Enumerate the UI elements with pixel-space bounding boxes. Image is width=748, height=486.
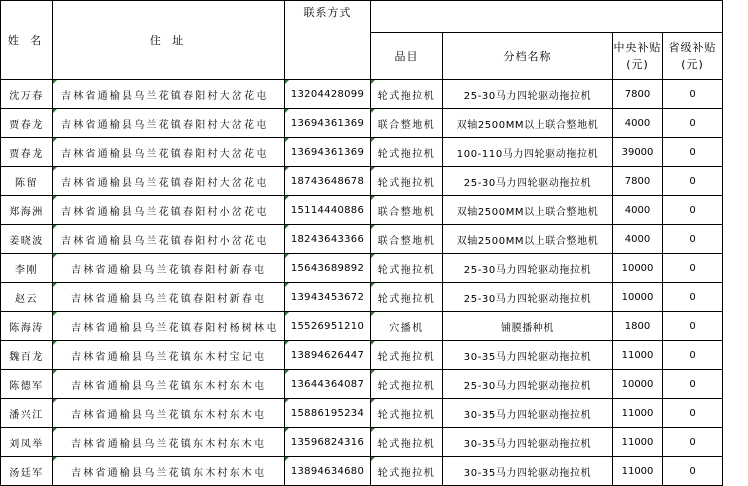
cell-address[interactable]: 吉林省通榆县乌兰花镇春阳村新春屯 — [53, 283, 285, 312]
cell-central-subsidy[interactable]: 39000 — [613, 138, 663, 167]
cell-model[interactable]: 25-30马力四轮驱动拖拉机 — [443, 283, 613, 312]
cell-model[interactable]: 100-110马力四轮驱动拖拉机 — [443, 138, 613, 167]
cell-phone[interactable]: 13644364087 — [285, 370, 371, 399]
table-row[interactable] — [1, 428, 723, 457]
cell-category[interactable]: 轮式拖拉机 — [371, 370, 443, 399]
cell-category[interactable]: 轮式拖拉机 — [371, 254, 443, 283]
table-row[interactable] — [1, 138, 723, 167]
cell-name[interactable]: 赵云 — [1, 283, 53, 312]
cell-name[interactable]: 李刚 — [1, 254, 53, 283]
cell-provincial-subsidy[interactable]: 0 — [663, 428, 723, 457]
header-name[interactable]: 姓 名 — [1, 1, 53, 80]
cell-provincial-subsidy[interactable]: 0 — [663, 80, 723, 109]
cell-address[interactable]: 吉林省通榆县乌兰花镇春阳村大岔花屯 — [53, 109, 285, 138]
cell-provincial-subsidy[interactable]: 0 — [663, 109, 723, 138]
cell-phone[interactable]: 15886195234 — [285, 399, 371, 428]
cell-model[interactable]: 双轴2500MM以上联合整地机 — [443, 225, 613, 254]
table-row[interactable] — [1, 283, 723, 312]
cell-name[interactable]: 姜晓波 — [1, 225, 53, 254]
cell-category[interactable]: 轮式拖拉机 — [371, 428, 443, 457]
cell-phone[interactable]: 13894626447 — [285, 341, 371, 370]
cell-model[interactable]: 25-30马力四轮驱动拖拉机 — [443, 254, 613, 283]
cell-address[interactable]: 吉林省通榆县乌兰花镇春阳村新春屯 — [53, 254, 285, 283]
table-body — [1, 80, 723, 486]
cell-provincial-subsidy[interactable]: 0 — [663, 312, 723, 341]
cell-address[interactable]: 吉林省通榆县乌兰花镇春阳村小岔花屯 — [53, 225, 285, 254]
cell-model[interactable]: 30-35马力四轮驱动拖拉机 — [443, 457, 613, 486]
cell-central-subsidy[interactable]: 7800 — [613, 167, 663, 196]
table-row[interactable] — [1, 225, 723, 254]
cell-category[interactable]: 联合整地机 — [371, 109, 443, 138]
cell-address[interactable]: 吉林省通榆县乌兰花镇春阳村小岔花屯 — [53, 196, 285, 225]
cell-model[interactable]: 双轴2500MM以上联合整地机 — [443, 196, 613, 225]
cell-central-subsidy[interactable]: 4000 — [613, 225, 663, 254]
cell-phone[interactable]: 13943453672 — [285, 283, 371, 312]
cell-name[interactable]: 沈万春 — [1, 80, 53, 109]
cell-phone[interactable]: 15114440886 — [285, 196, 371, 225]
cell-phone[interactable]: 15526951210 — [285, 312, 371, 341]
header-model[interactable]: 分档名称 — [443, 33, 613, 80]
cell-name[interactable]: 魏百龙 — [1, 341, 53, 370]
cell-model[interactable]: 30-35马力四轮驱动拖拉机 — [443, 341, 613, 370]
cell-category[interactable]: 轮式拖拉机 — [371, 167, 443, 196]
header-central-subsidy[interactable]: 中央补贴 (元) — [613, 33, 663, 80]
cell-address[interactable]: 吉林省通榆县乌兰花镇春阳村大岔花屯 — [53, 167, 285, 196]
cell-provincial-subsidy[interactable]: 0 — [663, 225, 723, 254]
cell-address[interactable]: 吉林省通榆县乌兰花镇春阳村大岔花屯 — [53, 138, 285, 167]
cell-central-subsidy[interactable]: 10000 — [613, 283, 663, 312]
cell-provincial-subsidy[interactable]: 0 — [663, 283, 723, 312]
cell-model[interactable]: 25-30马力四轮驱动拖拉机 — [443, 167, 613, 196]
cell-category[interactable]: 轮式拖拉机 — [371, 341, 443, 370]
cell-central-subsidy[interactable]: 11000 — [613, 428, 663, 457]
cell-category[interactable]: 轮式拖拉机 — [371, 138, 443, 167]
cell-category[interactable]: 联合整地机 — [371, 196, 443, 225]
cell-address[interactable]: 吉林省通榆县乌兰花镇春阳村大岔花屯 — [53, 80, 285, 109]
cell-phone[interactable]: 13694361369 — [285, 109, 371, 138]
cell-provincial-subsidy[interactable]: 0 — [663, 196, 723, 225]
cell-name[interactable]: 刘凤举 — [1, 428, 53, 457]
cell-model[interactable]: 30-35马力四轮驱动拖拉机 — [443, 399, 613, 428]
cell-address[interactable]: 吉林省通榆县乌兰花镇东木村东木屯 — [53, 399, 285, 428]
cell-provincial-subsidy[interactable]: 0 — [663, 399, 723, 428]
table-row[interactable] — [1, 80, 723, 109]
cell-phone[interactable]: 18243643366 — [285, 225, 371, 254]
cell-name[interactable]: 贾春龙 — [1, 138, 53, 167]
header-blank — [371, 1, 723, 33]
cell-name[interactable]: 汤廷军 — [1, 457, 53, 486]
table-row[interactable] — [1, 370, 723, 399]
cell-central-subsidy[interactable]: 7800 — [613, 80, 663, 109]
cell-address[interactable]: 吉林省通榆县乌兰花镇东木村东木屯 — [53, 428, 285, 457]
cell-central-subsidy[interactable]: 10000 — [613, 370, 663, 399]
cell-name[interactable]: 郑海洲 — [1, 196, 53, 225]
header-category[interactable]: 品目 — [371, 33, 443, 80]
cell-category[interactable]: 联合整地机 — [371, 225, 443, 254]
cell-address[interactable]: 吉林省通榆县乌兰花镇东木村东木屯 — [53, 370, 285, 399]
cell-name[interactable]: 陈德军 — [1, 370, 53, 399]
cell-central-subsidy[interactable]: 10000 — [613, 254, 663, 283]
cell-model[interactable]: 30-35马力四轮驱动拖拉机 — [443, 428, 613, 457]
cell-provincial-subsidy[interactable]: 0 — [663, 254, 723, 283]
table-row[interactable] — [1, 196, 723, 225]
cell-model[interactable]: 铺膜播种机 — [443, 312, 613, 341]
cell-central-subsidy[interactable]: 11000 — [613, 399, 663, 428]
cell-address[interactable]: 吉林省通榆县乌兰花镇东木村东木屯 — [53, 457, 285, 486]
cell-provincial-subsidy[interactable]: 0 — [663, 341, 723, 370]
cell-provincial-subsidy[interactable]: 0 — [663, 167, 723, 196]
cell-central-subsidy[interactable]: 11000 — [613, 457, 663, 486]
cell-central-subsidy[interactable]: 4000 — [613, 196, 663, 225]
cell-phone[interactable]: 15643689892 — [285, 254, 371, 283]
table-row[interactable] — [1, 457, 723, 486]
cell-name[interactable]: 贾春龙 — [1, 109, 53, 138]
cell-address[interactable]: 吉林省通榆县乌兰花镇春阳村杨树林屯 — [53, 312, 285, 341]
cell-phone[interactable]: 13894634680 — [285, 457, 371, 486]
cell-address[interactable]: 吉林省通榆县乌兰花镇东木村宝记屯 — [53, 341, 285, 370]
cell-provincial-subsidy[interactable]: 0 — [663, 370, 723, 399]
cell-model[interactable]: 25-30马力四轮驱动拖拉机 — [443, 370, 613, 399]
cell-central-subsidy[interactable]: 4000 — [613, 109, 663, 138]
cell-provincial-subsidy[interactable]: 0 — [663, 457, 723, 486]
cell-name[interactable]: 陈留 — [1, 167, 53, 196]
cell-central-subsidy[interactable]: 1800 — [613, 312, 663, 341]
cell-central-subsidy[interactable]: 11000 — [613, 341, 663, 370]
cell-category[interactable]: 轮式拖拉机 — [371, 283, 443, 312]
cell-category[interactable]: 轮式拖拉机 — [371, 80, 443, 109]
cell-provincial-subsidy[interactable]: 0 — [663, 138, 723, 167]
header-provincial-subsidy[interactable]: 省级补贴 (元) — [663, 33, 723, 80]
table-row[interactable] — [1, 312, 723, 341]
header-phone[interactable]: 联系方式 — [285, 1, 371, 80]
cell-name[interactable]: 潘兴江 — [1, 399, 53, 428]
cell-phone[interactable]: 13204428099 — [285, 80, 371, 109]
cell-model[interactable]: 25-30马力四轮驱动拖拉机 — [443, 80, 613, 109]
table-row[interactable] — [1, 167, 723, 196]
cell-category[interactable]: 穴播机 — [371, 312, 443, 341]
cell-name[interactable]: 陈海涛 — [1, 312, 53, 341]
cell-phone[interactable]: 18743648678 — [285, 167, 371, 196]
cell-phone[interactable]: 13694361369 — [285, 138, 371, 167]
table-row[interactable] — [1, 254, 723, 283]
header-address[interactable]: 住 址 — [53, 1, 285, 80]
cell-model[interactable]: 双轴2500MM以上联合整地机 — [443, 109, 613, 138]
cell-category[interactable]: 轮式拖拉机 — [371, 399, 443, 428]
table-row[interactable] — [1, 399, 723, 428]
cell-phone[interactable]: 13596824316 — [285, 428, 371, 457]
cell-category[interactable]: 轮式拖拉机 — [371, 457, 443, 486]
table-row[interactable] — [1, 109, 723, 138]
table-row[interactable] — [1, 341, 723, 370]
